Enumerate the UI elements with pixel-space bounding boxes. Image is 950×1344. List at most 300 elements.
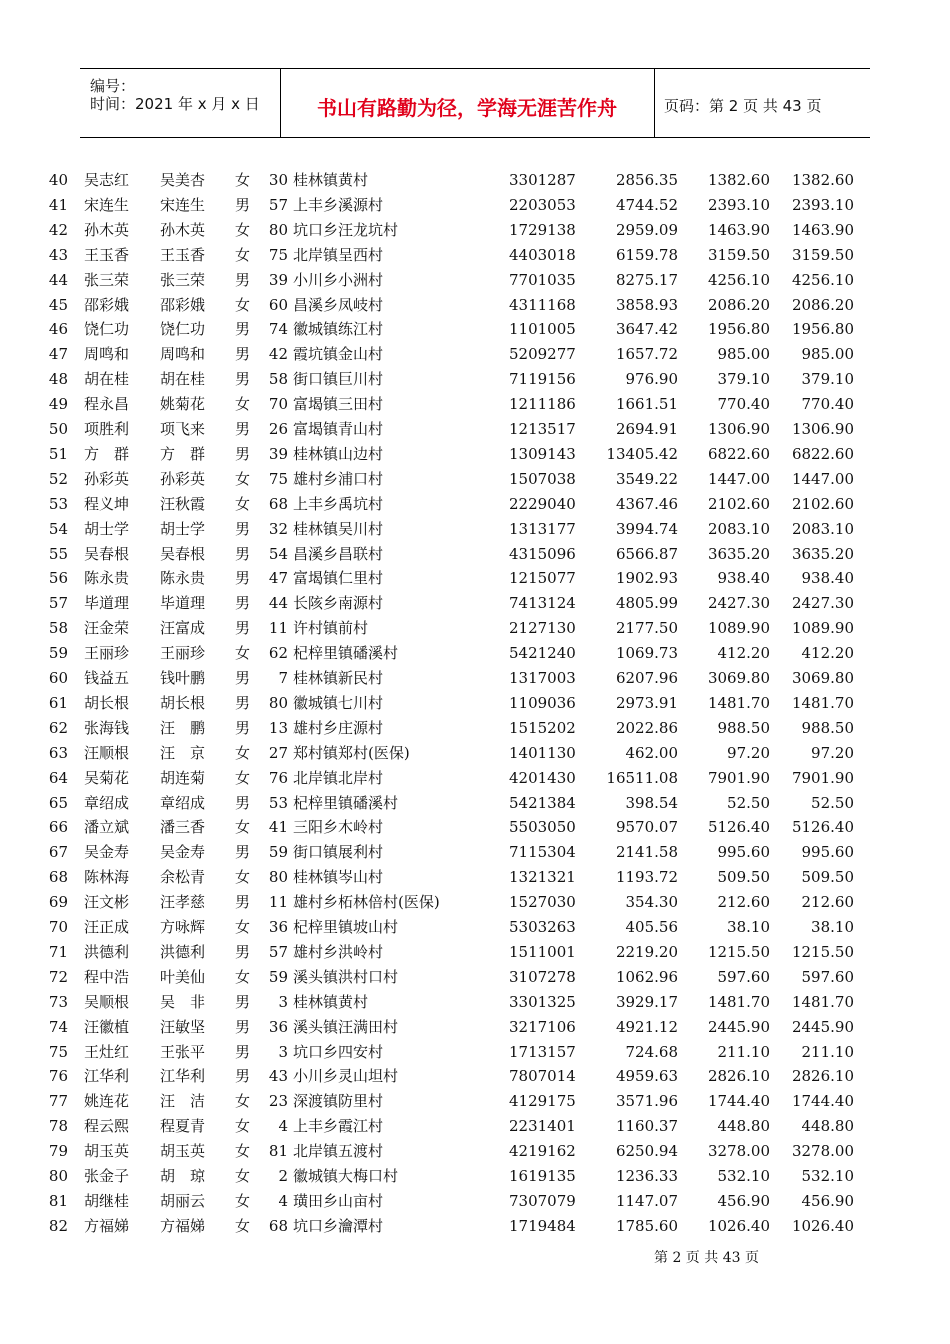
amount-2-cell: 995.60 bbox=[717, 843, 770, 862]
gender-cell: 男 bbox=[235, 1067, 251, 1086]
gender-cell: 男 bbox=[235, 793, 251, 812]
table-row bbox=[0, 666, 950, 691]
village-cell: 桂林镇新民村 bbox=[293, 669, 384, 687]
gender-cell: 男 bbox=[235, 519, 251, 538]
time-label: 时间：2021 年 x 月 x 日 bbox=[90, 95, 260, 113]
name-1-cell: 胡士学 bbox=[84, 519, 130, 538]
table-row bbox=[0, 467, 950, 492]
name-2-cell: 陈永贵 bbox=[160, 569, 206, 588]
age-cell: 2 bbox=[278, 1167, 288, 1185]
gender-cell: 女 bbox=[235, 494, 251, 513]
page-label: 页码：第 2 页 共 43 页 bbox=[664, 97, 822, 115]
village-cell: 杞梓里镇坡山村 bbox=[293, 918, 399, 936]
amount-2-cell: 2086.20 bbox=[707, 295, 770, 314]
name-1-cell: 吴顺根 bbox=[84, 992, 130, 1011]
table-row bbox=[0, 890, 950, 915]
age-cell: 80 bbox=[268, 220, 288, 239]
name-2-cell: 汪 京 bbox=[160, 743, 206, 762]
table-row bbox=[0, 218, 950, 243]
amount-2-cell: 1447.00 bbox=[707, 469, 770, 488]
table-row bbox=[0, 766, 950, 791]
amount-3-cell: 6822.60 bbox=[791, 444, 854, 463]
village-cell: 小川乡小洲村 bbox=[293, 270, 384, 289]
amount-1-cell: 4805.99 bbox=[615, 594, 678, 613]
gender-cell: 女 bbox=[235, 1167, 251, 1185]
table-row bbox=[0, 791, 950, 816]
name-2-cell: 汪秋霞 bbox=[160, 494, 206, 513]
age-cell: 68 bbox=[268, 494, 288, 513]
name-1-cell: 王玉香 bbox=[84, 245, 130, 264]
name-1-cell: 胡在桂 bbox=[84, 370, 130, 389]
gender-cell: 女 bbox=[235, 469, 251, 488]
name-1-cell: 吴菊花 bbox=[84, 768, 130, 787]
amount-1-cell: 2694.91 bbox=[615, 420, 678, 438]
name-1-cell: 潘立斌 bbox=[84, 818, 130, 837]
amount-1-cell: 1657.72 bbox=[615, 345, 678, 364]
name-1-cell: 程永昌 bbox=[84, 395, 130, 414]
name-2-cell: 项飞来 bbox=[160, 420, 206, 438]
name-1-cell: 程云熙 bbox=[84, 1117, 130, 1136]
account-id-cell: 3301325 bbox=[509, 992, 576, 1011]
name-1-cell: 江华利 bbox=[84, 1067, 130, 1086]
amount-2-cell: 1744.40 bbox=[707, 1092, 770, 1111]
row-number-cell: 74 bbox=[48, 1017, 68, 1036]
name-2-cell: 汪孝慈 bbox=[160, 893, 206, 912]
row-number-cell: 49 bbox=[48, 395, 68, 414]
row-number-cell: 47 bbox=[48, 345, 68, 364]
village-cell: 三阳乡木岭村 bbox=[293, 818, 384, 837]
amount-3-cell: 3278.00 bbox=[791, 1142, 854, 1161]
gender-cell: 女 bbox=[235, 1117, 251, 1136]
amount-2-cell: 1306.90 bbox=[707, 420, 770, 438]
table-row bbox=[0, 1064, 950, 1089]
village-cell: 上丰乡溪源村 bbox=[293, 195, 384, 214]
table-row bbox=[0, 268, 950, 293]
name-1-cell: 汪金荣 bbox=[84, 619, 130, 638]
gender-cell: 男 bbox=[235, 420, 251, 438]
name-2-cell: 胡丽云 bbox=[160, 1191, 206, 1210]
age-cell: 68 bbox=[268, 1216, 288, 1235]
account-id-cell: 1101005 bbox=[509, 320, 576, 339]
name-1-cell: 汪正成 bbox=[84, 918, 130, 936]
village-cell: 坑口乡四安村 bbox=[293, 1042, 384, 1061]
amount-1-cell: 398.54 bbox=[625, 793, 678, 812]
amount-3-cell: 1447.00 bbox=[791, 469, 854, 488]
age-cell: 76 bbox=[268, 768, 288, 787]
name-1-cell: 胡继桂 bbox=[84, 1191, 130, 1210]
village-cell: 杞梓里镇磻溪村 bbox=[293, 793, 399, 812]
table-row bbox=[0, 1214, 950, 1239]
gender-cell: 女 bbox=[235, 171, 251, 189]
village-cell: 街口镇巨川村 bbox=[293, 370, 384, 389]
table-row bbox=[0, 243, 950, 268]
amount-1-cell: 2141.58 bbox=[615, 843, 678, 862]
amount-3-cell: 3159.50 bbox=[791, 245, 854, 264]
village-cell: 桂林镇吴川村 bbox=[293, 519, 384, 538]
account-id-cell: 1109036 bbox=[509, 693, 576, 712]
age-cell: 44 bbox=[268, 594, 288, 613]
amount-2-cell: 7901.90 bbox=[707, 768, 770, 787]
name-1-cell: 程中浩 bbox=[84, 967, 130, 986]
amount-1-cell: 2856.35 bbox=[615, 171, 678, 189]
row-number-cell: 41 bbox=[48, 195, 68, 214]
account-id-cell: 3217106 bbox=[509, 1017, 576, 1036]
amount-1-cell: 724.68 bbox=[625, 1042, 678, 1061]
gender-cell: 男 bbox=[235, 345, 251, 364]
amount-1-cell: 1069.73 bbox=[615, 644, 678, 663]
name-1-cell: 毕道理 bbox=[84, 594, 130, 613]
number-label: 编号： bbox=[90, 77, 136, 95]
table-row bbox=[0, 566, 950, 591]
age-cell: 3 bbox=[278, 992, 288, 1011]
name-2-cell: 汪 鹏 bbox=[160, 718, 206, 737]
gender-cell: 男 bbox=[235, 718, 251, 737]
amount-2-cell: 5126.40 bbox=[707, 818, 770, 837]
gender-cell: 男 bbox=[235, 693, 251, 712]
amount-3-cell: 2445.90 bbox=[791, 1017, 854, 1036]
account-id-cell: 1507038 bbox=[509, 469, 576, 488]
village-cell: 昌溪乡昌联村 bbox=[293, 544, 384, 563]
name-2-cell: 江华利 bbox=[160, 1067, 206, 1086]
age-cell: 39 bbox=[268, 270, 288, 289]
village-cell: 北岸镇北岸村 bbox=[293, 768, 384, 787]
gender-cell: 男 bbox=[235, 544, 251, 563]
account-id-cell: 4311168 bbox=[509, 295, 576, 314]
amount-3-cell: 52.50 bbox=[811, 793, 854, 812]
amount-2-cell: 1215.50 bbox=[707, 942, 770, 961]
gender-cell: 男 bbox=[235, 320, 251, 339]
amount-2-cell: 6822.60 bbox=[707, 444, 770, 463]
village-cell: 坑口乡瀹潭村 bbox=[293, 1216, 384, 1235]
amount-2-cell: 1382.60 bbox=[707, 171, 770, 189]
name-1-cell: 吴志红 bbox=[84, 171, 130, 189]
table-row bbox=[0, 342, 950, 367]
village-cell: 桂林镇山边村 bbox=[293, 444, 384, 463]
name-1-cell: 钱益五 bbox=[84, 669, 130, 687]
amount-1-cell: 1661.51 bbox=[615, 395, 678, 414]
row-number-cell: 52 bbox=[48, 469, 68, 488]
village-cell: 雄村乡浦口村 bbox=[293, 469, 384, 488]
table-row bbox=[0, 965, 950, 990]
amount-1-cell: 462.00 bbox=[625, 743, 678, 762]
name-2-cell: 张三荣 bbox=[160, 270, 206, 289]
age-cell: 26 bbox=[268, 420, 288, 438]
amount-3-cell: 456.90 bbox=[801, 1191, 854, 1210]
age-cell: 11 bbox=[268, 893, 288, 912]
name-2-cell: 潘三香 bbox=[160, 818, 206, 837]
document-header bbox=[80, 68, 870, 138]
amount-2-cell: 3635.20 bbox=[707, 544, 770, 563]
gender-cell: 男 bbox=[235, 893, 251, 912]
account-id-cell: 7307079 bbox=[509, 1191, 576, 1210]
name-1-cell: 胡长根 bbox=[84, 693, 130, 712]
table-row bbox=[0, 591, 950, 616]
name-2-cell: 方 群 bbox=[160, 444, 206, 463]
account-id-cell: 7119156 bbox=[509, 370, 576, 389]
amount-1-cell: 6207.96 bbox=[615, 669, 678, 687]
account-id-cell: 4201430 bbox=[509, 768, 576, 787]
name-2-cell: 汪富成 bbox=[160, 619, 206, 638]
amount-2-cell: 1956.80 bbox=[707, 320, 770, 339]
amount-2-cell: 1481.70 bbox=[707, 992, 770, 1011]
row-number-cell: 53 bbox=[48, 494, 68, 513]
account-id-cell: 1215077 bbox=[509, 569, 576, 588]
amount-2-cell: 2102.60 bbox=[707, 494, 770, 513]
gender-cell: 男 bbox=[235, 444, 251, 463]
account-id-cell: 4315096 bbox=[509, 544, 576, 563]
name-1-cell: 孙木英 bbox=[84, 220, 130, 239]
amount-3-cell: 212.60 bbox=[801, 893, 854, 912]
name-1-cell: 邵彩娥 bbox=[84, 295, 130, 314]
row-number-cell: 60 bbox=[48, 669, 68, 687]
amount-3-cell: 1089.90 bbox=[791, 619, 854, 638]
name-2-cell: 钱叶鹏 bbox=[160, 669, 206, 687]
name-1-cell: 王灶红 bbox=[84, 1042, 130, 1061]
amount-3-cell: 985.00 bbox=[801, 345, 854, 364]
amount-1-cell: 3929.17 bbox=[615, 992, 678, 1011]
age-cell: 30 bbox=[268, 171, 288, 189]
name-2-cell: 胡 琼 bbox=[160, 1167, 206, 1185]
amount-2-cell: 770.40 bbox=[717, 395, 770, 414]
amount-3-cell: 3069.80 bbox=[791, 669, 854, 687]
table-row bbox=[0, 442, 950, 467]
name-2-cell: 毕道理 bbox=[160, 594, 206, 613]
account-id-cell: 1213517 bbox=[509, 420, 576, 438]
amount-3-cell: 1026.40 bbox=[791, 1216, 854, 1235]
name-1-cell: 陈永贵 bbox=[84, 569, 130, 588]
gender-cell: 女 bbox=[235, 967, 251, 986]
village-cell: 深渡镇防里村 bbox=[293, 1092, 384, 1111]
amount-1-cell: 13405.42 bbox=[606, 444, 678, 463]
amount-1-cell: 4921.12 bbox=[615, 1017, 678, 1036]
row-number-cell: 57 bbox=[48, 594, 68, 613]
amount-2-cell: 212.60 bbox=[717, 893, 770, 912]
name-1-cell: 章绍成 bbox=[84, 793, 130, 812]
motto-text: 书山有路勤为径，学海无涯苦作舟 bbox=[317, 95, 617, 120]
village-cell: 上丰乡禹坑村 bbox=[293, 494, 384, 513]
amount-2-cell: 97.20 bbox=[727, 743, 770, 762]
name-1-cell: 汪徽植 bbox=[84, 1017, 130, 1036]
name-2-cell: 余松青 bbox=[160, 868, 206, 887]
amount-3-cell: 1956.80 bbox=[791, 320, 854, 339]
name-2-cell: 邵彩娥 bbox=[160, 295, 206, 314]
row-number-cell: 54 bbox=[48, 519, 68, 538]
amount-3-cell: 3635.20 bbox=[791, 544, 854, 563]
amount-1-cell: 1062.96 bbox=[615, 967, 678, 986]
amount-2-cell: 1026.40 bbox=[707, 1216, 770, 1235]
amount-3-cell: 597.60 bbox=[801, 967, 854, 986]
name-2-cell: 王丽珍 bbox=[160, 644, 206, 663]
amount-3-cell: 532.10 bbox=[801, 1167, 854, 1185]
age-cell: 36 bbox=[268, 1017, 288, 1036]
table-row bbox=[0, 1114, 950, 1139]
account-id-cell: 5421384 bbox=[509, 793, 576, 812]
name-2-cell: 叶美仙 bbox=[160, 967, 206, 986]
village-cell: 昌溪乡凤岐村 bbox=[293, 295, 384, 314]
amount-3-cell: 1463.90 bbox=[791, 220, 854, 239]
row-number-cell: 80 bbox=[48, 1167, 68, 1185]
name-2-cell: 吴春根 bbox=[160, 544, 206, 563]
amount-2-cell: 379.10 bbox=[717, 370, 770, 389]
amount-1-cell: 405.56 bbox=[625, 918, 678, 936]
amount-1-cell: 4959.63 bbox=[615, 1067, 678, 1086]
age-cell: 32 bbox=[268, 519, 288, 538]
amount-3-cell: 448.80 bbox=[801, 1117, 854, 1136]
table-row bbox=[0, 367, 950, 392]
name-1-cell: 张三荣 bbox=[84, 270, 130, 289]
amount-3-cell: 4256.10 bbox=[791, 270, 854, 289]
table-row bbox=[0, 1089, 950, 1114]
age-cell: 13 bbox=[268, 718, 288, 737]
name-2-cell: 胡在桂 bbox=[160, 370, 206, 389]
amount-1-cell: 16511.08 bbox=[606, 768, 678, 787]
amount-2-cell: 988.50 bbox=[717, 718, 770, 737]
table-row bbox=[0, 517, 950, 542]
village-cell: 北岸镇呈西村 bbox=[293, 245, 384, 264]
gender-cell: 男 bbox=[235, 619, 251, 638]
amount-1-cell: 1236.33 bbox=[615, 1167, 678, 1185]
village-cell: 徽城镇大梅口村 bbox=[293, 1167, 399, 1185]
name-1-cell: 宋连生 bbox=[84, 195, 130, 214]
account-id-cell: 1321321 bbox=[509, 868, 576, 887]
amount-1-cell: 1902.93 bbox=[615, 569, 678, 588]
table-row bbox=[0, 940, 950, 965]
row-number-cell: 50 bbox=[48, 420, 68, 438]
account-id-cell: 5503050 bbox=[509, 818, 576, 837]
village-cell: 桂林镇黄村 bbox=[293, 992, 369, 1011]
amount-1-cell: 6250.94 bbox=[615, 1142, 678, 1161]
row-number-cell: 45 bbox=[48, 295, 68, 314]
amount-2-cell: 938.40 bbox=[717, 569, 770, 588]
page-footer: 第 2 页 共 43 页 bbox=[654, 1250, 759, 1266]
row-number-cell: 48 bbox=[48, 370, 68, 389]
row-number-cell: 69 bbox=[48, 893, 68, 912]
amount-3-cell: 995.60 bbox=[801, 843, 854, 862]
account-id-cell: 7115304 bbox=[509, 843, 576, 862]
table-row bbox=[0, 168, 950, 193]
amount-3-cell: 2102.60 bbox=[791, 494, 854, 513]
village-cell: 上丰乡霞江村 bbox=[293, 1117, 384, 1136]
account-id-cell: 5421240 bbox=[509, 644, 576, 663]
table-row bbox=[0, 616, 950, 641]
gender-cell: 男 bbox=[235, 370, 251, 389]
age-cell: 80 bbox=[268, 693, 288, 712]
account-id-cell: 7807014 bbox=[509, 1067, 576, 1086]
row-number-cell: 46 bbox=[48, 320, 68, 339]
table-row bbox=[0, 193, 950, 218]
gender-cell: 女 bbox=[235, 395, 251, 414]
row-number-cell: 58 bbox=[48, 619, 68, 638]
row-number-cell: 59 bbox=[48, 644, 68, 663]
name-1-cell: 王丽珍 bbox=[84, 644, 130, 663]
gender-cell: 女 bbox=[235, 1142, 251, 1161]
table-row bbox=[0, 1040, 950, 1065]
table-row bbox=[0, 691, 950, 716]
account-id-cell: 2231401 bbox=[509, 1117, 576, 1136]
amount-2-cell: 3278.00 bbox=[707, 1142, 770, 1161]
gender-cell: 男 bbox=[235, 594, 251, 613]
village-cell: 霞坑镇金山村 bbox=[293, 345, 384, 364]
gender-cell: 女 bbox=[235, 868, 251, 887]
age-cell: 3 bbox=[278, 1042, 288, 1061]
account-id-cell: 1211186 bbox=[509, 395, 576, 414]
age-cell: 11 bbox=[268, 619, 288, 638]
name-1-cell: 张海钱 bbox=[84, 718, 130, 737]
amount-1-cell: 6159.78 bbox=[615, 245, 678, 264]
age-cell: 23 bbox=[268, 1092, 288, 1111]
account-id-cell: 2203053 bbox=[509, 195, 576, 214]
amount-3-cell: 211.10 bbox=[801, 1042, 854, 1061]
table-row bbox=[0, 492, 950, 517]
account-id-cell: 1713157 bbox=[509, 1042, 576, 1061]
age-cell: 75 bbox=[268, 469, 288, 488]
name-2-cell: 胡连菊 bbox=[160, 768, 206, 787]
amount-1-cell: 2022.86 bbox=[615, 718, 678, 737]
row-number-cell: 61 bbox=[48, 693, 68, 712]
row-number-cell: 77 bbox=[48, 1092, 68, 1111]
name-2-cell: 宋连生 bbox=[160, 195, 206, 214]
account-id-cell: 5303263 bbox=[509, 918, 576, 936]
amount-1-cell: 3549.22 bbox=[615, 469, 678, 488]
amount-3-cell: 1382.60 bbox=[791, 171, 854, 189]
table-row bbox=[0, 1189, 950, 1214]
row-number-cell: 64 bbox=[48, 768, 68, 787]
gender-cell: 女 bbox=[235, 295, 251, 314]
amount-3-cell: 7901.90 bbox=[791, 768, 854, 787]
age-cell: 47 bbox=[268, 569, 288, 588]
row-number-cell: 82 bbox=[48, 1216, 68, 1235]
row-number-cell: 78 bbox=[48, 1117, 68, 1136]
amount-2-cell: 2083.10 bbox=[707, 519, 770, 538]
gender-cell: 女 bbox=[235, 743, 251, 762]
account-id-cell: 1317003 bbox=[509, 669, 576, 687]
account-id-cell: 3301287 bbox=[509, 171, 576, 189]
amount-3-cell: 38.10 bbox=[811, 918, 854, 936]
row-number-cell: 43 bbox=[48, 245, 68, 264]
village-cell: 雄村乡柘林倍村(医保) bbox=[293, 893, 440, 912]
account-id-cell: 1729138 bbox=[509, 220, 576, 239]
account-id-cell: 5209277 bbox=[509, 345, 576, 364]
amount-2-cell: 456.90 bbox=[717, 1191, 770, 1210]
amount-2-cell: 448.80 bbox=[717, 1117, 770, 1136]
name-2-cell: 胡玉英 bbox=[160, 1142, 206, 1161]
row-number-cell: 55 bbox=[48, 544, 68, 563]
row-number-cell: 76 bbox=[48, 1067, 68, 1086]
amount-2-cell: 1089.90 bbox=[707, 619, 770, 638]
name-1-cell: 张金子 bbox=[84, 1167, 130, 1185]
amount-3-cell: 509.50 bbox=[801, 868, 854, 887]
name-2-cell: 胡长根 bbox=[160, 693, 206, 712]
age-cell: 59 bbox=[268, 967, 288, 986]
village-cell: 溪头镇洪村口村 bbox=[293, 967, 399, 986]
name-2-cell: 饶仁功 bbox=[160, 320, 206, 339]
amount-1-cell: 4744.52 bbox=[615, 195, 678, 214]
amount-3-cell: 938.40 bbox=[801, 569, 854, 588]
amount-2-cell: 532.10 bbox=[717, 1167, 770, 1185]
amount-2-cell: 52.50 bbox=[727, 793, 770, 812]
amount-1-cell: 3858.93 bbox=[615, 295, 678, 314]
account-id-cell: 2127130 bbox=[509, 619, 576, 638]
village-cell: 溪头镇汪满田村 bbox=[293, 1017, 399, 1036]
amount-3-cell: 1306.90 bbox=[791, 420, 854, 438]
name-2-cell: 方咏辉 bbox=[160, 918, 206, 936]
gender-cell: 女 bbox=[235, 1216, 251, 1235]
table-row bbox=[0, 865, 950, 890]
name-2-cell: 吴 非 bbox=[160, 992, 206, 1011]
village-cell: 长陔乡南源村 bbox=[293, 594, 384, 613]
gender-cell: 男 bbox=[235, 669, 251, 687]
row-number-cell: 51 bbox=[48, 444, 68, 463]
